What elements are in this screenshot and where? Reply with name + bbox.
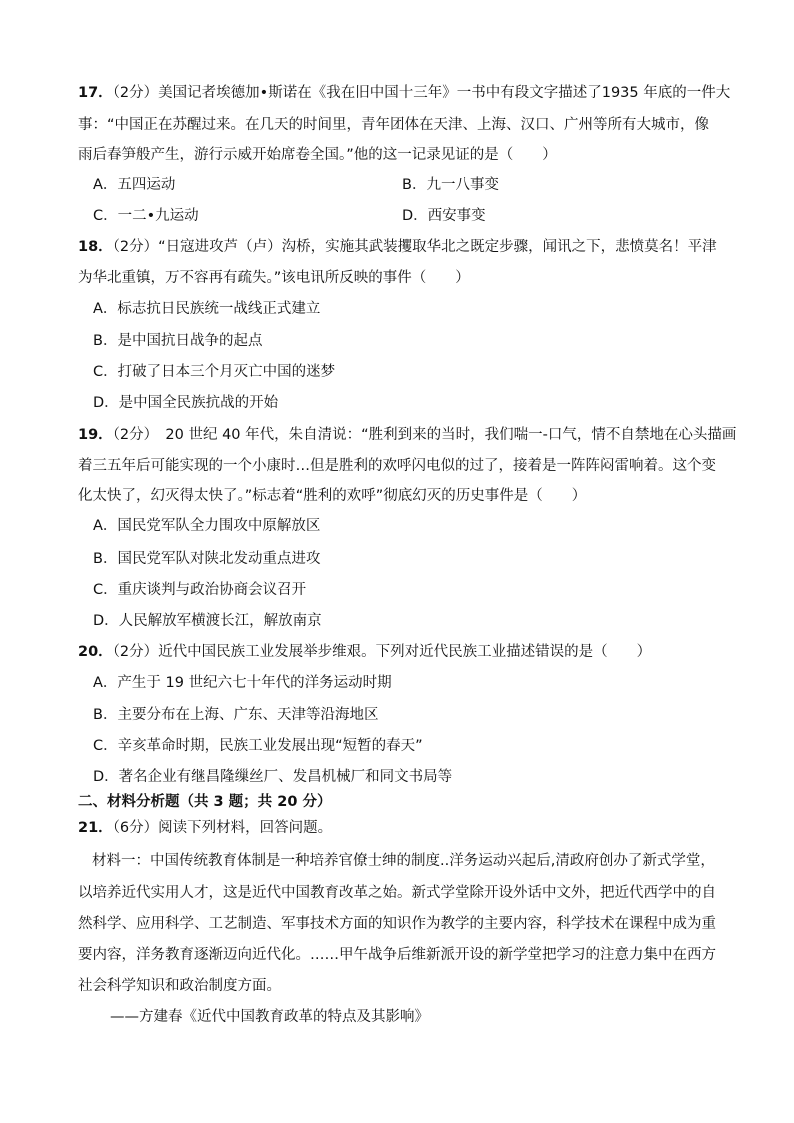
q20-option-d: D．著名企业有继昌隆缫丝厂、发昌机械厂和同文书局等 xyxy=(93,769,453,785)
q19-option-b: B．国民党军队对陕北发动重点进攻 xyxy=(93,551,321,567)
q20-option-c: C．辛亥革命时期，民族工业发展出现“短暂的春天” xyxy=(93,738,423,754)
q21-material-line-2: 以培养近代实用人才，这是近代中国教育改革之始。新式学堂除开设外话中文外，把近代西学中的自 xyxy=(78,885,716,901)
q17-option-b: B．九一八事变 xyxy=(402,177,499,193)
q19-line-1 xyxy=(78,425,736,445)
q20-number: 20． xyxy=(78,644,113,660)
q18-text-1: （2分）“日寇进攻芦（卢）沟桥，实施其武装攫取华北之既定步骤，闻讯之下，悲愤莫名！平津 xyxy=(112,239,717,255)
q21-material-line-4: 要内容，洋务教育逐渐迈向近代化。……甲午战争后维新派开设的新学堂把学习的注意力集中在西方 xyxy=(78,947,716,963)
q17-number: 17． xyxy=(78,85,113,101)
q21-source: ——方建春《近代中国教育政革的特点及其影响》 xyxy=(110,1009,429,1025)
q17-option-c: C．一二•九运动 xyxy=(93,208,199,224)
q19-option-a: A．国民党军队全力围攻中原解放区 xyxy=(93,518,321,534)
q17-line-1 xyxy=(78,83,730,103)
q18-option-d: D．是中国全民族抗战的开始 xyxy=(93,395,279,411)
q17-text-1: （2分）美国记者埃德加•斯诺在《我在旧中国十三年》一书中有段文字描述了1935 年底的一件大 xyxy=(112,85,731,101)
section-heading: 二、材料分析题（共 3 题；共 20 分） xyxy=(78,794,332,810)
q19-number: 19． xyxy=(78,427,113,443)
q19-line-2: 着三五年后可能实现的一个小康时…但是胜利的欢呼闪电似的过了，接着是一阵阵闷雷响着。这个变 xyxy=(78,458,716,474)
q18-option-b: B．是中国抗日战争的起点 xyxy=(93,333,263,349)
q20-option-b: B．主要分布在上海、广东、天津等沿海地区 xyxy=(93,707,379,723)
q19-option-d: D．人民解放军横渡长江，解放南京 xyxy=(93,613,322,629)
q21-material-line-3: 然科学、应用科学、工艺制造、军事技术方面的知识作为教学的主要内容，科学技术在课程中成为重 xyxy=(78,916,716,932)
q19-option-c: C．重庆谈判与政治协商会议召开 xyxy=(93,582,307,598)
q17-line-3: 雨后春笋般产生，游行示威开始席卷全国。”他的这一记录见证的是（ ） xyxy=(78,147,557,163)
q17-option-a: A．五四运动 xyxy=(93,177,176,193)
q19-text-1: （2分） 20 世纪 40 年代，朱自清说：“胜利到来的当时，我们喘一-口气，情不自禁地在心头描画 xyxy=(112,427,737,443)
q21-material-line-1: 材料一：中国传统教育体制是一种培养官僚士绅的制度..洋务运动兴起后,清政府创办了新式学堂， xyxy=(92,853,715,869)
q21-line-1 xyxy=(78,818,332,838)
q17-line-2: 事：“中国正在苏醒过来。在几天的时间里，青年团体在天津、上海、汉口、广州等所有大城市，像 xyxy=(78,117,710,133)
q21-text-1: （6分）阅读下列材料，回答问题。 xyxy=(112,820,333,836)
q20-text-1: （2分）近代中国民族工业发展举步维艰。下列对近代民族工业描述错误的是（ ） xyxy=(112,644,652,660)
q18-line-1 xyxy=(78,237,717,257)
q18-option-a: A．标志抗日民族统一战线正式建立 xyxy=(93,301,321,317)
q18-line-2: 为华北重镇，万不容再有疏失。”该电讯所反映的事件（ ） xyxy=(78,270,470,286)
q18-number: 18． xyxy=(78,239,113,255)
q18-option-c: C．打破了日本三个月灭亡中国的迷梦 xyxy=(93,364,336,380)
q19-line-3: 化太快了，幻灭得太快了。”标志着“胜利的欢呼”彻底幻灭的历史事件是（ ） xyxy=(78,488,587,504)
q20-option-a: A．产生于 19 世纪六七十年代的洋务运动时期 xyxy=(93,675,392,691)
q21-number: 21． xyxy=(78,820,113,836)
q21-material-line-5: 社会科学知识和政治制度方面。 xyxy=(78,978,281,994)
q20-line-1 xyxy=(78,642,651,662)
q17-option-d: D．西安事变 xyxy=(402,208,486,224)
